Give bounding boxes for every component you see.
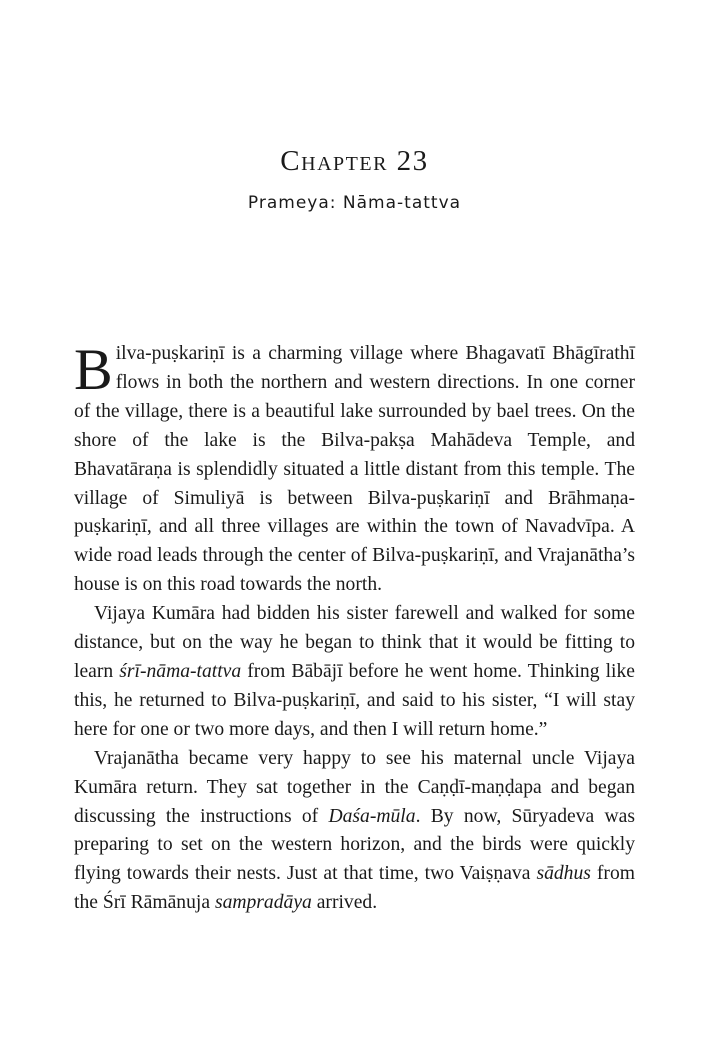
paragraph-3-text: from the Śrī Rāmānuja bbox=[74, 863, 635, 914]
paragraph-1-text: ilva-puṣkariṇī is a charming village where Bhagavatī Bhāgīrathī flows in both the northern and western directions. In one corner of the village, there is a beautiful lake surrounded by bael trees. On the shore of the lake is the Bilva-pakṣa Mahādeva Temple, and Bhavatāraṇa is splendidly situated a little distant from this temple. The village of Simuliyā is between Bilva-puṣkariṇī and Brāhmaṇa-puṣkariṇī, and all three villages are within the town of Navadvīpa. A wide road leads through the center of Bilva-puṣkariṇī, and Vrajanātha’s house is on this road towards the north. bbox=[74, 343, 635, 596]
paragraph-2-text: Vijaya Kumāra had bidden his sister farewell and walked for some distance, but on the way he began to think that it would be fitting to learn bbox=[74, 603, 635, 682]
paragraph-3-text: Vrajanātha became very happy to see his maternal uncle Vijaya Kumāra return. They sat together in the Caṇḍī-maṇḍapa and began discussing the instructions of bbox=[74, 747, 635, 827]
drop-cap: B bbox=[74, 337, 113, 402]
body-text bbox=[74, 337, 635, 918]
paragraph-2-italic: śrī-nāma-tattva bbox=[119, 660, 242, 682]
paragraph-2-text: from Bābājī before he went home. Thinking like this, he returned to Bilva-puṣkariṇī, and said to his sister, “I will stay here for one or two more days, and then I will return home.” bbox=[74, 660, 635, 740]
paragraph-3-text: . By now, Sūryadeva was preparing to set on the western horizon, and the birds were quickly flying towards their nests. Just at that time, two Vaiṣṇava bbox=[74, 805, 635, 885]
paragraph-2 bbox=[74, 600, 635, 745]
chapter-subtitle: Prameya: Nāma-tattva bbox=[247, 193, 462, 213]
paragraph-3-text: arrived. bbox=[311, 892, 378, 914]
chapter-title: Chapter 23 bbox=[280, 145, 429, 177]
paragraph-3-italic: Daśa-mūla bbox=[328, 805, 416, 827]
paragraph-1 bbox=[74, 337, 635, 600]
paragraph-3-italic: sādhus bbox=[536, 863, 591, 885]
paragraph-3 bbox=[74, 745, 635, 918]
paragraph-3-italic: sampradāya bbox=[214, 892, 312, 914]
